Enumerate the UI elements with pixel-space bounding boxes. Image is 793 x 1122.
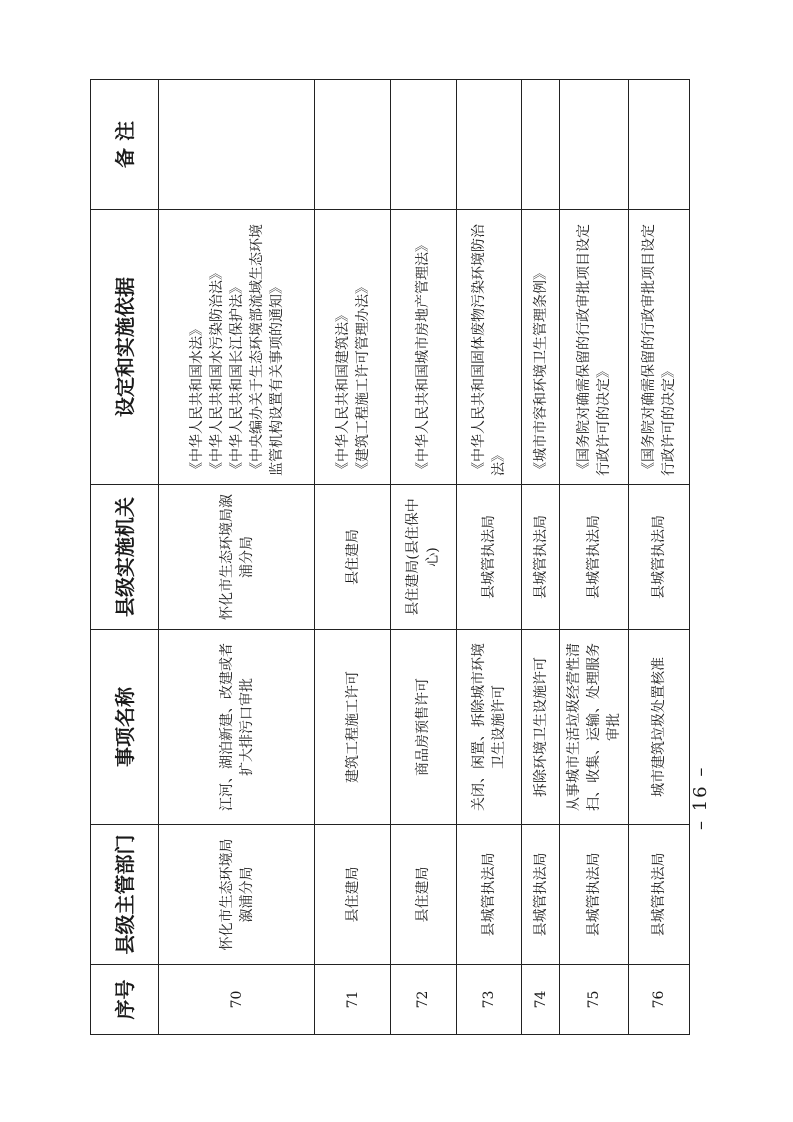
cell-agency: 县住建局 [315, 485, 391, 630]
cell-seq: 71 [315, 965, 391, 1035]
cell-item: 拆除环境卫生设施许可 [522, 630, 560, 825]
approval-items-table [90, 79, 690, 1035]
cell-dept: 县住建局 [391, 825, 456, 965]
cell-agency: 县城管执法局 [522, 485, 560, 630]
cell-basis [560, 210, 629, 485]
cell-remark [391, 80, 456, 210]
header-item: 事项名称 [91, 630, 159, 825]
cell-seq: 72 [391, 965, 456, 1035]
cell-remark [628, 80, 689, 210]
basis-line: 《国务院对确需保留的行政审批项目设定行政许可的决定》 [640, 224, 677, 476]
cell-item: 江河、湖泊新建、改建或者扩大排污口审批 [159, 630, 315, 825]
cell-agency: 县城管执法局 [628, 485, 689, 630]
cell-agency: 县住建局(县住保中心) [391, 485, 456, 630]
cell-basis [159, 210, 315, 485]
cell-agency: 县城管执法局 [560, 485, 629, 630]
rotated-table-container [90, 80, 690, 1035]
cell-agency: 县城管执法局 [456, 485, 521, 630]
header-row [91, 80, 159, 1035]
basis-line: 《中华人民共和国固体废物污染环境防治法》 [470, 224, 507, 476]
basis-line: 《国务院对确需保留的行政审批项目设定行政许可的决定》 [575, 224, 612, 476]
cell-dept: 怀化市生态环境局溆浦分局 [159, 825, 315, 965]
cell-dept: 县城管执法局 [628, 825, 689, 965]
table-row [522, 80, 560, 1035]
basis-line: 《中华人民共和国建筑法》 [334, 308, 351, 476]
cell-dept: 县住建局 [315, 825, 391, 965]
cell-seq: 70 [159, 965, 315, 1035]
cell-seq: 76 [628, 965, 689, 1035]
cell-remark [560, 80, 629, 210]
page-number: – 16 – [690, 765, 711, 830]
table-row [391, 80, 456, 1035]
basis-line: 《中华人民共和国长江保护法》 [228, 280, 245, 476]
cell-basis [391, 210, 456, 485]
table-body [159, 80, 690, 1035]
header-agency: 县级实施机关 [91, 485, 159, 630]
cell-dept: 县城管执法局 [456, 825, 521, 965]
cell-dept: 县城管执法局 [522, 825, 560, 965]
cell-basis [315, 210, 391, 485]
table-row [159, 80, 315, 1035]
table-row [456, 80, 521, 1035]
header-remark: 备 注 [91, 80, 159, 210]
cell-remark [522, 80, 560, 210]
basis-line: 《城市市容和环境卫生管理条例》 [532, 266, 549, 476]
cell-remark [315, 80, 391, 210]
basis-line: 《建筑工程施工许可管理办法》 [354, 280, 371, 476]
cell-item: 关闭、闲置、拆除城市环境卫生设施许可 [456, 630, 521, 825]
table-row [315, 80, 391, 1035]
cell-remark [159, 80, 315, 210]
cell-item: 从事城市生活垃圾经营性清扫、收集、运输、处理服务审批 [560, 630, 629, 825]
header-dept: 县级主管部门 [91, 825, 159, 965]
cell-item: 城市建筑垃圾处置核准 [628, 630, 689, 825]
cell-item: 建筑工程施工许可 [315, 630, 391, 825]
basis-line: 《中央编办关于生态环境部流域生态环境监管机构设置有关事项的通知》 [248, 224, 285, 476]
basis-line: 《中华人民共和国水法》 [188, 322, 205, 476]
table-row [628, 80, 689, 1035]
table-row [560, 80, 629, 1035]
cell-basis [628, 210, 689, 485]
cell-agency: 怀化市生态环境局溆浦分局 [159, 485, 315, 630]
basis-line: 《中华人民共和国水污染防治法》 [208, 266, 225, 476]
cell-seq: 74 [522, 965, 560, 1035]
basis-line: 《中华人民共和国城市房地产管理法》 [415, 238, 432, 476]
cell-dept: 县城管执法局 [560, 825, 629, 965]
cell-item: 商品房预售许可 [391, 630, 456, 825]
cell-seq: 75 [560, 965, 629, 1035]
header-seq: 序号 [91, 965, 159, 1035]
cell-seq: 73 [456, 965, 521, 1035]
cell-basis [522, 210, 560, 485]
cell-remark [456, 80, 521, 210]
cell-basis [456, 210, 521, 485]
header-basis: 设定和实施依据 [91, 210, 159, 485]
